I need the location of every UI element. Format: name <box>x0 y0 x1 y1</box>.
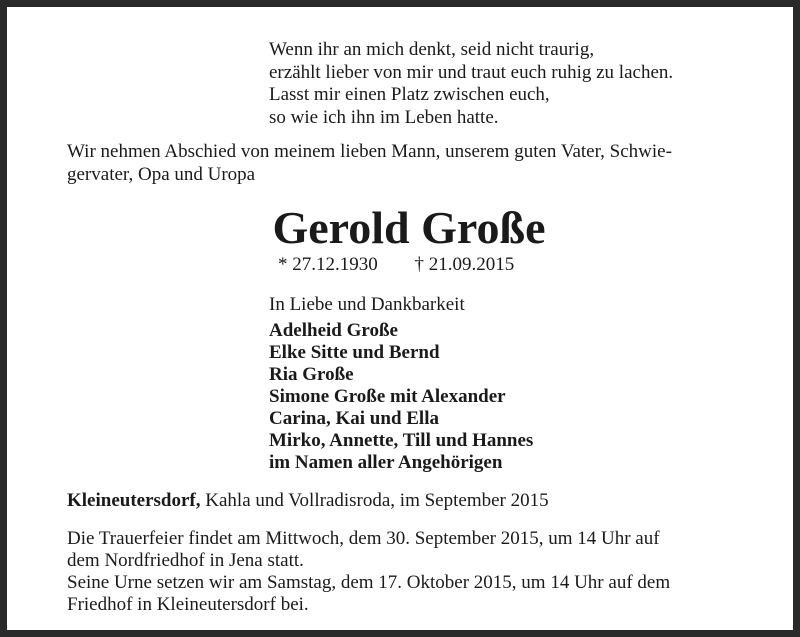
mourners-list <box>269 320 533 474</box>
intro-text <box>67 140 757 186</box>
place-rest: Kahla und Vollradisroda, im September 2015 <box>200 490 549 511</box>
deceased-name: Gerold Große <box>272 202 546 253</box>
intro-line: gervater, Opa und Uropa <box>67 164 256 185</box>
poem-line: erzählt lieber von mir und traut euch ruhig zu lachen. <box>269 61 674 83</box>
thanks-line: In Liebe und Dankbarkeit <box>269 294 465 315</box>
place-town: Kleineutersdorf, <box>67 490 201 511</box>
life-dates <box>278 253 514 277</box>
poem-line: so wie ich ihn im Leben hatte. <box>269 106 499 128</box>
birth-date: * 27.12.1930 <box>278 254 378 275</box>
poem-line: Lasst mir einen Platz zwischen euch, <box>269 84 550 105</box>
funeral-line: Friedhof in Kleineutersdorf bei. <box>67 594 309 615</box>
poem <box>269 39 673 129</box>
mourner-name: Simone Große mit Alexander <box>269 386 506 407</box>
funeral-line: Seine Urne setzen wir am Samstag, dem 17. Oktober 2015, um 14 Uhr auf dem <box>67 572 671 593</box>
mourner-name: im Namen aller Angehörigen <box>269 452 503 473</box>
place-date-line <box>67 489 549 512</box>
death-date: † 21.09.2015 <box>414 254 515 275</box>
intro-line: Wir nehmen Abschied von meinem lieben Mann, unserem guten Vater, Schwie- <box>67 141 672 162</box>
funeral-info <box>67 528 670 616</box>
mourner-name: Adelheid Große <box>269 320 398 341</box>
mourner-name: Ria Große <box>269 364 354 385</box>
funeral-line: dem Nordfriedhof in Jena statt. <box>67 550 304 571</box>
mourner-name: Carina, Kai und Ella <box>269 408 439 429</box>
funeral-line: Die Trauerfeier findet am Mittwoch, dem 30. September 2015, um 14 Uhr auf <box>67 528 660 549</box>
mourner-name: Mirko, Annette, Till und Hannes <box>269 430 534 451</box>
mourner-name: Elke Sitte und Bernd <box>269 342 440 363</box>
poem-line: Wenn ihr an mich denkt, seid nicht traurig, <box>269 39 595 60</box>
